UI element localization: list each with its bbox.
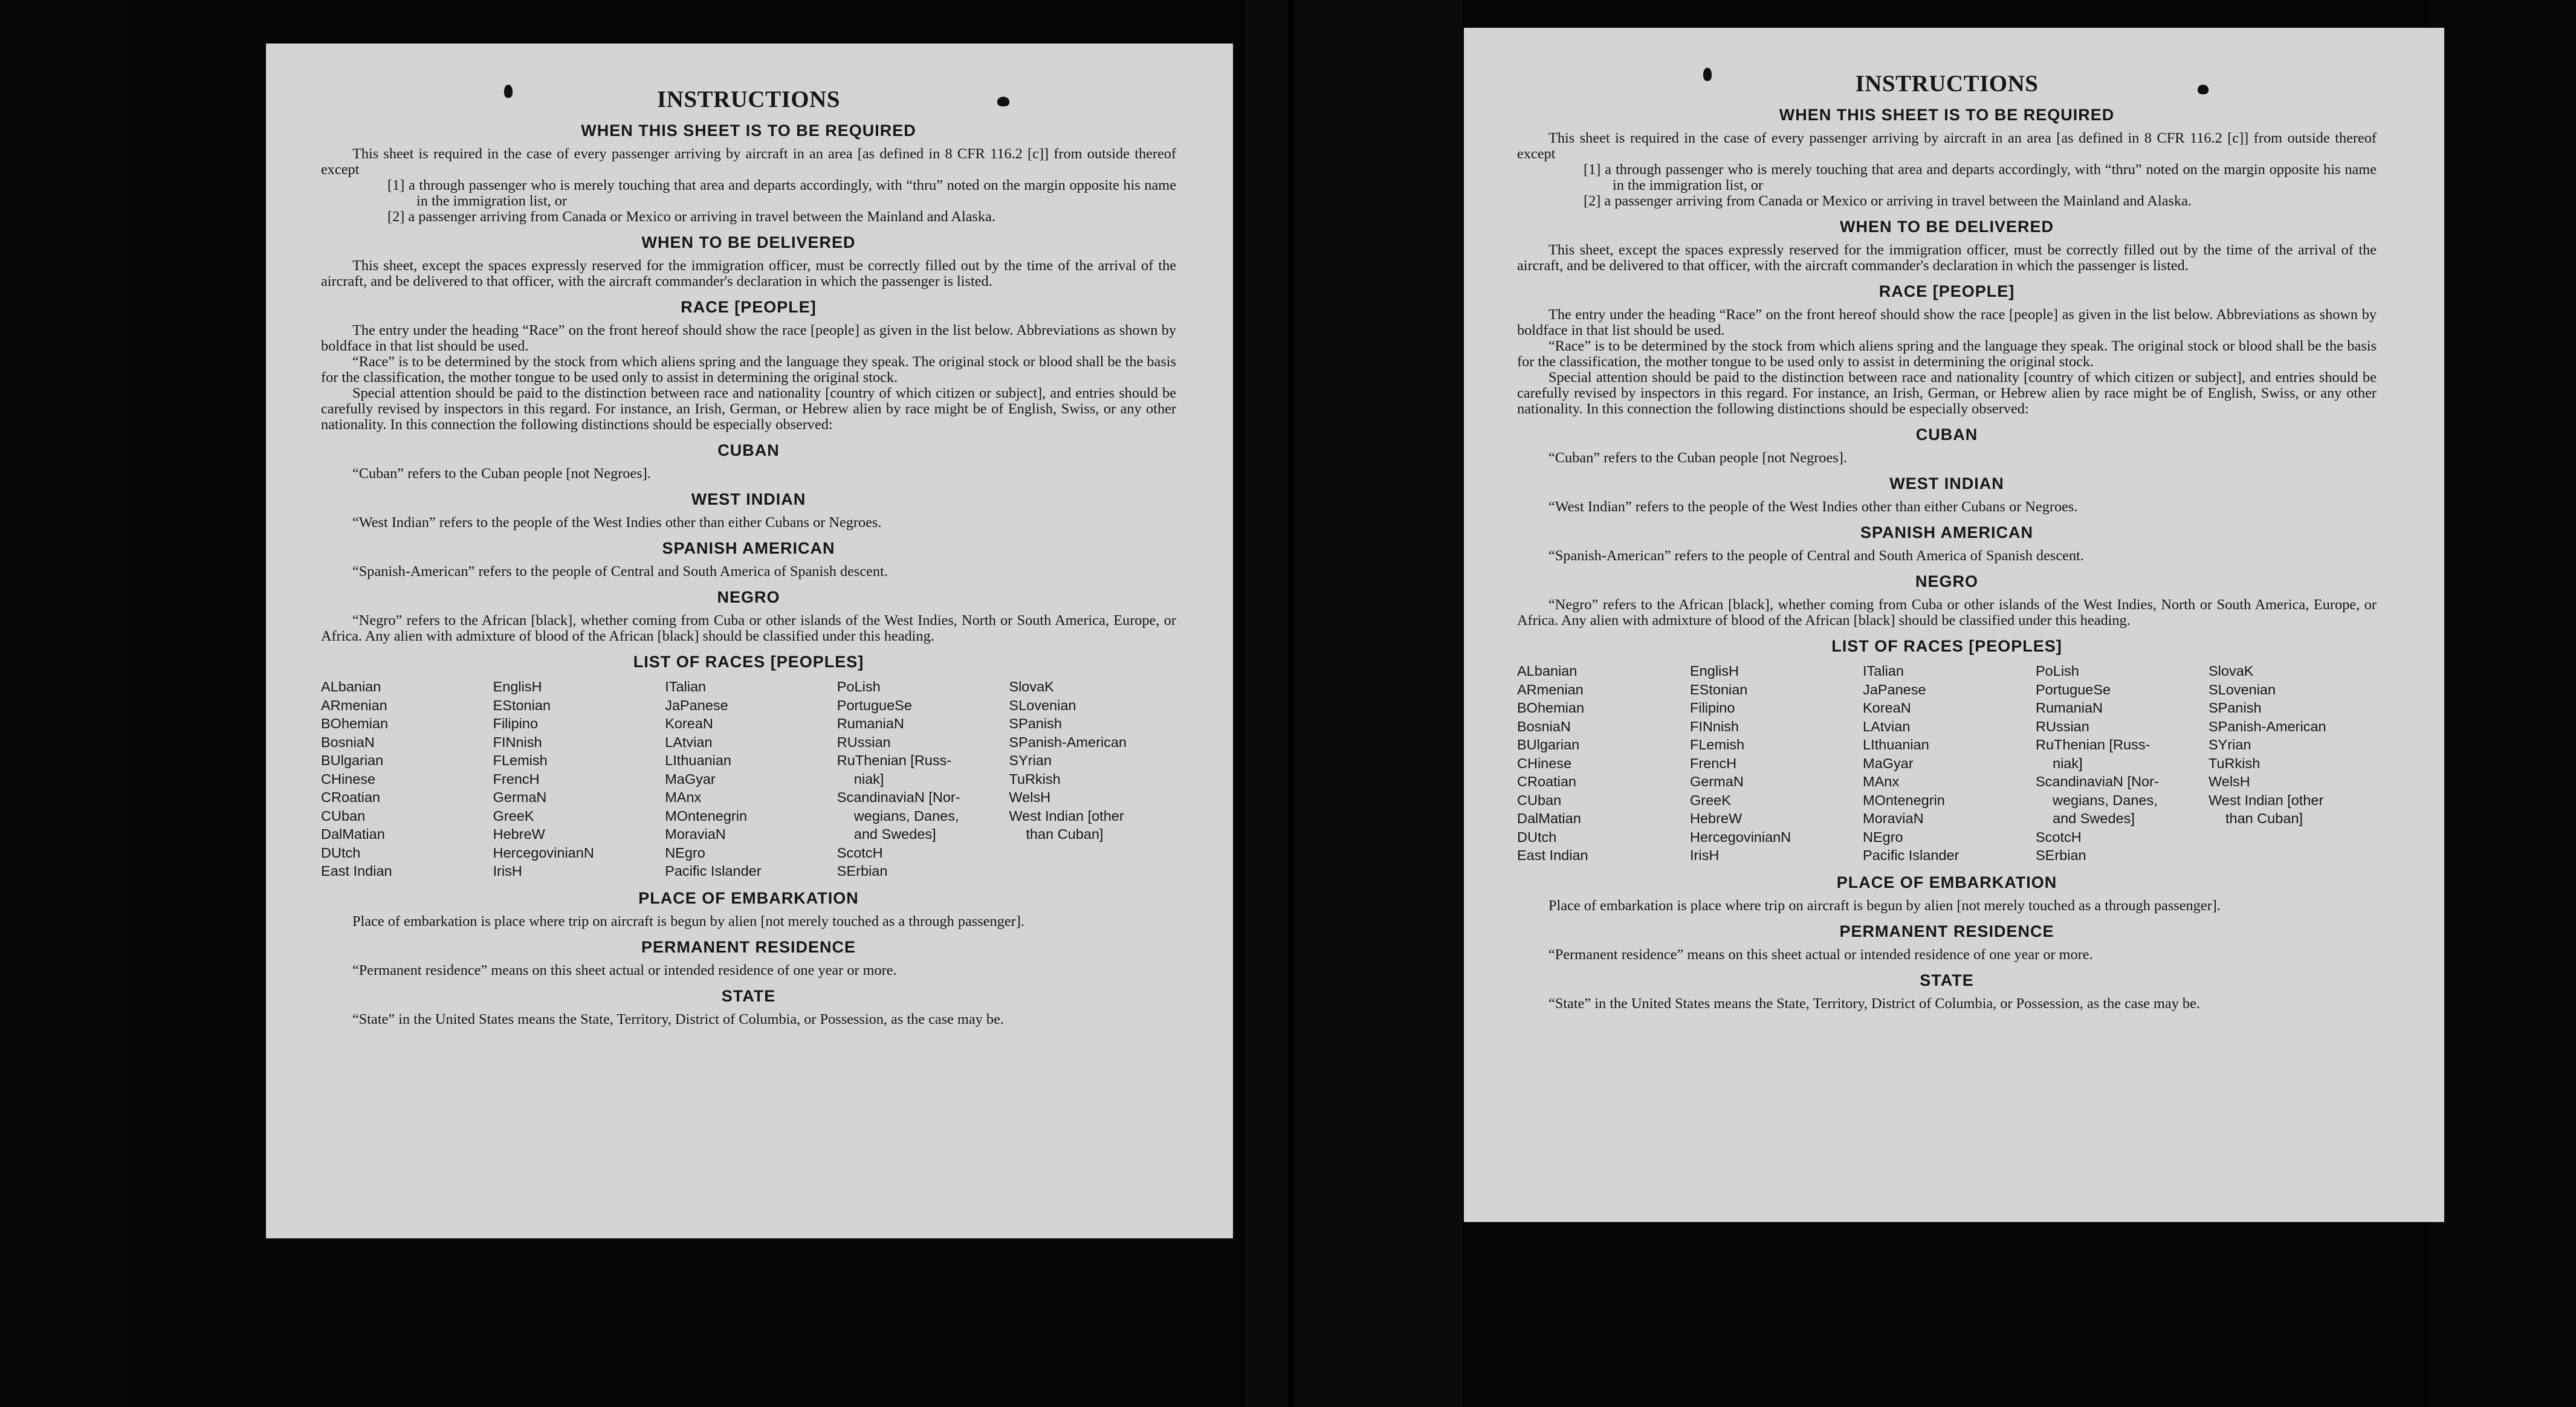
- section-text: “West Indian” refers to the people of the West Indies other than either Cubans or Negroes.: [352, 514, 882, 531]
- race-entry: than Cuban]: [1026, 826, 1104, 842]
- race-entry: FLemish: [1690, 737, 1745, 752]
- section-heading: WEST INDIAN: [1889, 474, 2004, 493]
- section-text: This sheet, except the spaces expressly reserved for the immigration officer, must be correctly filled out by the time of the arrival of the aircraft, and be delivered to that officer, with the aircraft commander's declaration in which the passenger is listed.: [321, 257, 1176, 289]
- race-entry: MAnx: [1863, 774, 1900, 789]
- section-heading: STATE: [1920, 971, 1974, 989]
- race-entry: DalMatian: [321, 826, 385, 842]
- race-entry: KoreaN: [665, 716, 713, 731]
- race-column: [2209, 662, 2377, 865]
- race-entry: MAnx: [665, 789, 702, 805]
- race-entry: WelsH: [2209, 774, 2250, 789]
- section-heading: SPANISH AMERICAN: [662, 539, 835, 557]
- section-text: This sheet is required in the case of every passenger arriving by aircraft in an area [as defined in 8 CFR 116.2 [c]] from outside thereof except: [1517, 130, 2377, 162]
- race-entry: DUtch: [1517, 829, 1557, 845]
- residence-section: [321, 938, 1176, 978]
- race-entry: CUban: [321, 807, 366, 824]
- race-entry: and Swedes]: [2053, 810, 2135, 826]
- film-border-right: [2430, 0, 2576, 1407]
- race-section: [1517, 282, 2377, 417]
- race-entry: BosniaN: [321, 734, 375, 750]
- race-entry: EnglisH: [1690, 663, 1739, 679]
- race-entry: SPanish: [2209, 700, 2262, 716]
- race-entry: and Swedes]: [853, 826, 936, 842]
- race-entry: SErbian: [837, 863, 888, 879]
- section-heading: LIST OF RACES [PEOPLES]: [1831, 637, 2062, 655]
- when-delivered-section: [1517, 218, 2377, 274]
- race-entry: Pacific Islander: [1863, 847, 1960, 863]
- cuban-section: [1517, 425, 2377, 466]
- spanish-american-section: [321, 539, 1176, 580]
- race-entry: ALbanian: [1517, 663, 1578, 679]
- race-entry: West Indian [other: [2209, 792, 2324, 808]
- section-heading: RACE [PEOPLE]: [1879, 282, 2015, 300]
- section-text: This sheet, except the spaces expressly reserved for the immigration officer, must be correctly filled out by the time of the arrival of the aircraft, and be delivered to that officer, with the aircraft commander's declaration in which the passenger is listed.: [1517, 242, 2377, 274]
- race-column: [837, 678, 1005, 881]
- race-entry: FLemish: [493, 752, 548, 768]
- race-entry: SYrian: [2209, 737, 2251, 752]
- race-entry: HebreW: [493, 826, 545, 842]
- section-text: “Permanent residence” means on this sheet actual or intended residence of one year or more.: [352, 962, 897, 978]
- film-border-middle: [1245, 0, 1463, 1407]
- race-entry: LIthuanian: [1863, 737, 1929, 752]
- section-heading: PLACE OF EMBARKATION: [1836, 873, 2057, 891]
- section-text: “State” in the United States means the State, Territory, District of Columbia, or Possession, as the case may be.: [352, 1011, 1004, 1027]
- section-text: “Race” is to be determined by the stock from which aliens spring and the language they speak. The original stock or blood shall be the basis for the classification, the mother tongue to be used only to assist in determining the original stock.: [1517, 338, 2377, 370]
- race-entry: Pacific Islander: [665, 863, 762, 879]
- section-heading: SPANISH AMERICAN: [1860, 523, 2033, 542]
- race-entry: EStonian: [493, 697, 551, 713]
- race-entry: West Indian [other: [1009, 807, 1124, 824]
- race-entry: MoraviaN: [1863, 810, 1924, 826]
- film-border-left: [0, 0, 130, 1407]
- section-text: Place of embarkation is place where trip on aircraft is begun by alien [not merely touched as a through passenger].: [1549, 897, 2221, 914]
- race-entry: TuRkish: [1009, 771, 1061, 787]
- section-heading: CUBAN: [717, 441, 780, 459]
- race-entry: SlovaK: [1009, 679, 1054, 694]
- race-entry: SPanish-American: [1009, 734, 1127, 750]
- race-entry: HercegovinianN: [1690, 829, 1791, 845]
- race-entry: FrencH: [1690, 755, 1737, 771]
- section-heading: STATE: [721, 986, 776, 1005]
- race-column: [493, 678, 661, 881]
- race-entry: MOntenegrin: [1863, 792, 1945, 808]
- race-entry: GermaN: [493, 789, 547, 805]
- race-entry: CHinese: [321, 771, 376, 787]
- race-entry: LAtvian: [665, 734, 713, 750]
- race-entry: LAtvian: [1863, 718, 1911, 734]
- race-entry: ALbanian: [321, 679, 381, 694]
- race-entry: BOhemian: [1517, 700, 1585, 716]
- section-text: This sheet is required in the case of every passenger arriving by aircraft in an area [as defined in 8 CFR 116.2 [c]] from outside thereof except: [321, 146, 1176, 178]
- embarkation-section: [1517, 873, 2377, 914]
- race-entry: KoreaN: [1863, 700, 1911, 716]
- punch-mark: [1703, 68, 1712, 81]
- spanish-american-section: [1517, 523, 2377, 564]
- race-entry: ARmenian: [321, 697, 387, 713]
- race-entry: GermaN: [1690, 774, 1744, 789]
- section-text: “Cuban” refers to the Cuban people [not Negroes].: [1549, 450, 1847, 466]
- section-heading: PERMANENT RESIDENCE: [641, 937, 856, 956]
- punch-mark: [2198, 85, 2209, 94]
- race-entry: WelsH: [1009, 789, 1051, 805]
- race-entry: niak]: [2053, 755, 2083, 771]
- race-entry: FINnish: [1690, 718, 1739, 734]
- section-heading: PLACE OF EMBARKATION: [638, 888, 859, 907]
- races-grid: [321, 678, 1176, 881]
- section-heading: WHEN THIS SHEET IS TO BE REQUIRED: [581, 121, 916, 140]
- section-heading: NEGRO: [717, 588, 780, 606]
- race-entry: HercegovinianN: [493, 844, 594, 861]
- west-indian-section: [1517, 474, 2377, 515]
- race-entry: PortugueSe: [2036, 681, 2111, 697]
- race-column: [1009, 678, 1176, 881]
- section-text: The entry under the heading “Race” on the front hereof should show the race [people] as given in the list below. Abbreviations as shown by boldface in that list should be used.: [1517, 306, 2377, 338]
- section-text: Special attention should be paid to the distinction between race and nationality [country of which citizen or subject], and entries should be carefully revised by inspectors in this regard. For instance, an Irish, German, or Hebrew alien by race might be of English, Swiss, or any other nationality. In this connection the following distinctions should be especially observed:: [1517, 369, 2377, 417]
- instructions-page-left: [266, 44, 1233, 1238]
- when-required-section: [1517, 106, 2377, 209]
- race-entry: CHinese: [1517, 755, 1572, 771]
- punch-mark: [997, 97, 1009, 106]
- film-divider: [1287, 0, 1293, 1407]
- exception-item: [1] a through passenger who is merely touching that area and departs accordingly, with “thru” noted on the margin opposite his name in the immigration list, or: [387, 177, 1176, 209]
- race-entry: MOntenegrin: [665, 807, 748, 824]
- race-entry: NEgro: [665, 844, 705, 861]
- race-entry: IrisH: [493, 863, 522, 879]
- race-entry: ITalian: [1863, 663, 1904, 679]
- race-entry: JaPanese: [1863, 681, 1926, 697]
- negro-section: [321, 588, 1176, 644]
- race-entry: RumaniaN: [2036, 700, 2103, 716]
- race-entry: MaGyar: [1863, 755, 1914, 771]
- race-entry: EStonian: [1690, 681, 1748, 697]
- race-section: [321, 298, 1176, 433]
- embarkation-section: [321, 889, 1176, 930]
- race-entry: MoraviaN: [665, 826, 726, 842]
- section-heading: WHEN TO BE DELIVERED: [641, 233, 856, 251]
- race-column: [1517, 662, 1685, 865]
- section-heading: WHEN THIS SHEET IS TO BE REQUIRED: [1779, 106, 2115, 124]
- race-entry: ScotcH: [837, 844, 883, 861]
- race-entry: SPanish: [1009, 716, 1062, 731]
- section-text: The entry under the heading “Race” on the front hereof should show the race [people] as given in the list below. Abbreviations as shown by boldface in that list should be used.: [321, 322, 1176, 354]
- race-entry: JaPanese: [665, 697, 728, 713]
- race-entry: SLovenian: [2209, 681, 2276, 697]
- exception-item: [2] a passenger arriving from Canada or Mexico or arriving in travel between the Mainland and Alaska.: [1584, 193, 2192, 209]
- state-section: [1517, 971, 2377, 1012]
- race-entry: GreeK: [493, 807, 534, 824]
- section-text: “Race” is to be determined by the stock from which aliens spring and the language they speak. The original stock or blood shall be the basis for the classification, the mother tongue to be used only to assist in determining the original stock.: [321, 354, 1176, 386]
- race-entry: DalMatian: [1517, 810, 1581, 826]
- race-entry: CUban: [1517, 792, 1562, 808]
- state-section: [321, 987, 1176, 1027]
- section-text: “Permanent residence” means on this sheet actual or intended residence of one year or more.: [1549, 946, 2093, 963]
- race-entry: niak]: [853, 771, 884, 787]
- section-text: “Negro” refers to the African [black], whether coming from Cuba or other islands of the West Indies, North or South America, Europe, or Africa. Any alien with admixture of blood of the African [black] should be classified under this heading.: [321, 612, 1176, 644]
- section-text: “West Indian” refers to the people of the West Indies other than either Cubans or Negroes.: [1549, 499, 2078, 515]
- race-entry: East Indian: [321, 863, 392, 879]
- residence-section: [1517, 922, 2377, 963]
- race-entry: BUlgarian: [321, 752, 384, 768]
- race-entry: NEgro: [1863, 829, 1903, 845]
- race-entry: ScandinaviaN [Nor-: [837, 789, 960, 805]
- when-delivered-section: [321, 233, 1176, 289]
- page-title: INSTRUCTIONS: [657, 86, 840, 112]
- race-entry: BosniaN: [1517, 718, 1571, 734]
- section-text: “Spanish-American” refers to the people of Central and South America of Spanish descent.: [352, 563, 888, 580]
- race-entry: MaGyar: [665, 771, 716, 787]
- race-entry: RuThenian [Russ-: [837, 752, 952, 768]
- race-entry: Filipino: [1690, 700, 1735, 716]
- section-heading: RACE [PEOPLE]: [681, 298, 817, 316]
- section-heading: LIST OF RACES [PEOPLES]: [633, 653, 864, 671]
- west-indian-section: [321, 490, 1176, 531]
- race-entry: FrencH: [493, 771, 540, 787]
- race-entry: SErbian: [2036, 847, 2086, 863]
- section-text: “Cuban” refers to the Cuban people [not Negroes].: [352, 465, 651, 482]
- race-entry: SPanish-American: [2209, 718, 2326, 734]
- section-text: “Spanish-American” refers to the people of Central and South America of Spanish descent.: [1549, 548, 2084, 564]
- race-entry: East Indian: [1517, 847, 1588, 863]
- race-entry: GreeK: [1690, 792, 1731, 808]
- exception-item: [1] a through passenger who is merely touching that area and departs accordingly, with “thru” noted on the margin opposite his name in the immigration list, or: [1584, 161, 2377, 193]
- race-entry: wegians, Danes,: [853, 807, 959, 824]
- races-grid: [1517, 662, 2377, 865]
- instructions-page-right: [1464, 28, 2444, 1222]
- section-heading: PERMANENT RESIDENCE: [1839, 922, 2054, 940]
- race-entry: IrisH: [1690, 847, 1720, 863]
- race-column: [665, 678, 832, 881]
- race-entry: RuThenian [Russ-: [2036, 737, 2150, 752]
- race-entry: CRoatian: [321, 789, 380, 805]
- race-entry: BOhemian: [321, 716, 389, 731]
- races-list-section: [1517, 637, 2377, 865]
- race-column: [321, 678, 488, 881]
- race-entry: FINnish: [493, 734, 542, 750]
- race-entry: BUlgarian: [1517, 737, 1580, 752]
- race-entry: CRoatian: [1517, 774, 1576, 789]
- race-column: [2036, 662, 2204, 865]
- race-entry: DUtch: [321, 844, 361, 861]
- when-required-section: [321, 121, 1176, 225]
- races-list-section: [321, 653, 1176, 881]
- page-title: INSTRUCTIONS: [1855, 71, 2039, 97]
- race-entry: PoLish: [2036, 663, 2079, 679]
- race-entry: RumaniaN: [837, 716, 904, 731]
- exception-item: [2] a passenger arriving from Canada or Mexico or arriving in travel between the Mainland and Alaska.: [387, 209, 995, 225]
- punch-mark: [504, 85, 513, 98]
- negro-section: [1517, 572, 2377, 629]
- race-entry: TuRkish: [2209, 755, 2260, 771]
- race-entry: Filipino: [493, 716, 539, 731]
- section-text: Special attention should be paid to the distinction between race and nationality [country of which citizen or subject], and entries should be carefully revised by inspectors in this regard. For instance, an Irish, German, or Hebrew alien by race might be of English, Swiss, or any other nationality. In this connection the following distinctions should be especially observed:: [321, 385, 1176, 433]
- cuban-section: [321, 441, 1176, 482]
- section-text: “Negro” refers to the African [black], whether coming from Cuba or other islands of the West Indies, North or South America, Europe, or Africa. Any alien with admixture of blood of the African [black] should be classified under this heading.: [1517, 597, 2377, 629]
- race-column: [1863, 662, 2031, 865]
- race-entry: SYrian: [1009, 752, 1052, 768]
- race-entry: SLovenian: [1009, 697, 1076, 713]
- race-entry: wegians, Danes,: [2053, 792, 2158, 808]
- race-entry: PortugueSe: [837, 697, 912, 713]
- race-entry: PoLish: [837, 679, 881, 694]
- section-heading: WHEN TO BE DELIVERED: [1839, 218, 2054, 236]
- race-entry: ScandinaviaN [Nor-: [2036, 774, 2159, 789]
- race-entry: SlovaK: [2209, 663, 2254, 679]
- race-entry: ARmenian: [1517, 681, 1584, 697]
- race-entry: ScotcH: [2036, 829, 2082, 845]
- section-heading: WEST INDIAN: [691, 490, 806, 508]
- section-text: Place of embarkation is place where trip on aircraft is begun by alien [not merely touched as a through passenger].: [352, 913, 1024, 930]
- race-entry: ITalian: [665, 679, 707, 694]
- race-column: [1690, 662, 1858, 865]
- race-entry: RUssian: [2036, 718, 2089, 734]
- race-entry: LIthuanian: [665, 752, 731, 768]
- race-entry: RUssian: [837, 734, 891, 750]
- section-heading: CUBAN: [1915, 425, 1978, 444]
- section-heading: NEGRO: [1915, 572, 1978, 590]
- race-entry: EnglisH: [493, 679, 542, 694]
- race-entry: HebreW: [1690, 810, 1743, 826]
- section-text: “State” in the United States means the State, Territory, District of Columbia, or Possession, as the case may be.: [1549, 995, 2200, 1012]
- race-entry: than Cuban]: [2225, 810, 2303, 826]
